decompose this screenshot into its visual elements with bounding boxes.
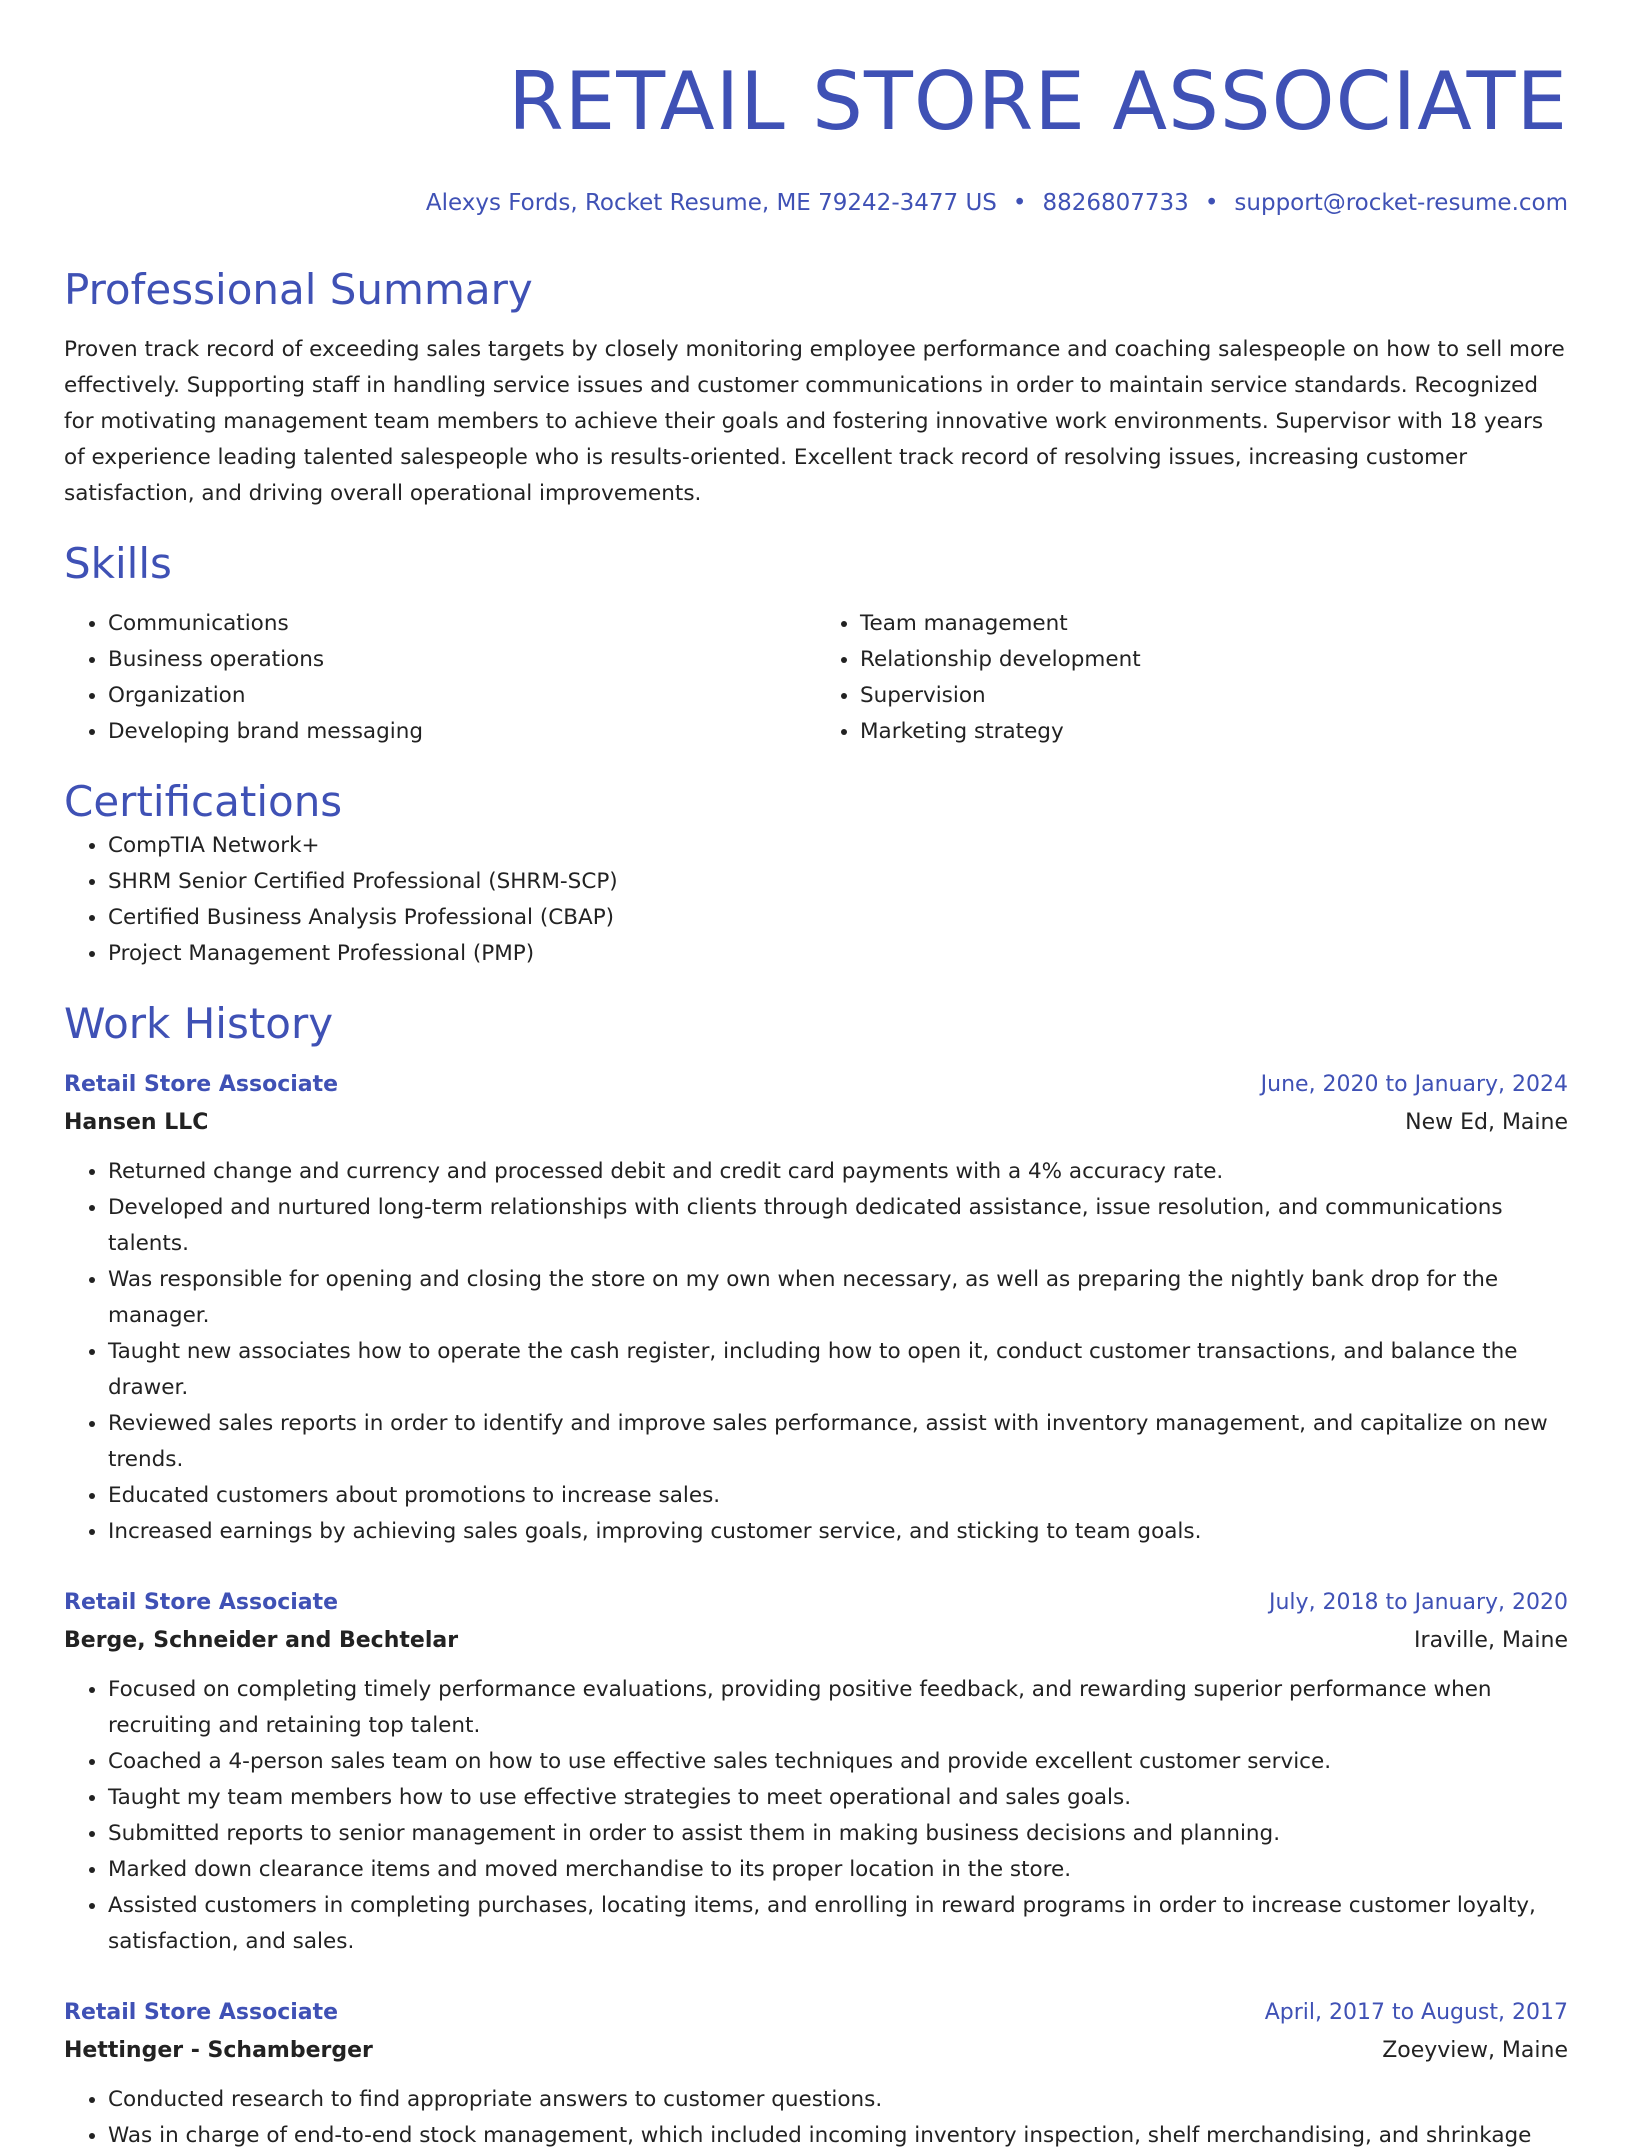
job-header-row (64, 1066, 1568, 1104)
certifications-heading: Certifications (64, 777, 343, 826)
job-header-row (64, 1584, 1568, 1622)
job-location: Zoeyview, Maine (1382, 2038, 1568, 2063)
job-bullet: • Reviewed sales reports in order to identify and improve sales performance, assist with inventory management, and capitalize on new trends. (108, 1406, 1568, 1478)
job-location: Iraville, Maine (1414, 1628, 1568, 1653)
contact-line (64, 188, 1568, 218)
job-bullets (64, 2082, 1568, 2154)
job-company-row (64, 2032, 1568, 2070)
job-bullet: • Educated customers about promotions to increase sales. (108, 1478, 1568, 1514)
job-bullet: • Taught my team members how to use effective strategies to meet operational and sales goals. (108, 1780, 1568, 1816)
job-dates: July, 2018 to January, 2020 (1269, 1590, 1568, 1615)
job-bullet: • Conducted research to find appropriate answers to customer questions. (108, 2082, 1568, 2118)
summary-heading: Professional Summary (64, 265, 533, 314)
contact-phone: 8826807733 (1042, 190, 1189, 216)
job-title: Retail Store Associate (64, 2000, 339, 2025)
certification-item: • Certified Business Analysis Professional (CBAP) (108, 900, 1568, 936)
skill-item: • Supervision (860, 678, 1568, 714)
work-history-heading: Work History (64, 999, 334, 1048)
job-dates: June, 2020 to January, 2024 (1260, 1072, 1568, 1097)
certification-item: • CompTIA Network+ (108, 828, 1568, 864)
job-company: Berge, Schneider and Bechtelar (64, 1628, 459, 1653)
job-location: New Ed, Maine (1405, 1110, 1568, 1135)
skills-heading: Skills (64, 539, 172, 588)
summary-text: Proven track record of exceeding sales targets by closely monitoring employee performance and coaching salespeople on how to sell more effectively. Supporting staff in handling service issues and customer communications in order to maintain service standards. Recognized for motivating management team members to achieve their goals and fostering innovative work environments. Supervisor with 18 years of experience leading talented salespeople who is results-oriented. Excellent track record of resolving issues, increasing customer satisfaction, and driving overall operational improvements. (64, 337, 1565, 506)
job-entry (64, 1066, 1568, 1550)
job-company: Hansen LLC (64, 1110, 209, 1135)
job-entry (64, 1584, 1568, 1960)
skill-item: • Marketing strategy (860, 714, 1568, 750)
job-title: Retail Store Associate (64, 1590, 339, 1615)
skill-item: • Communications (108, 606, 816, 642)
job-company-row (64, 1104, 1568, 1142)
job-bullet: • Developed and nurtured long-term relationships with clients through dedicated assistance, issue resolution, and communications talents. (108, 1190, 1568, 1262)
job-bullets (64, 1672, 1568, 1960)
contact-separator: • (1012, 190, 1027, 216)
job-bullet: • Focused on completing timely performance evaluations, providing positive feedback, and rewarding superior performance when recruiting and retaining top talent. (108, 1672, 1568, 1744)
job-bullet: • Was in charge of end-to-end stock management, which included incoming inventory inspection, shelf merchandising, and shrinkage (108, 2118, 1568, 2154)
job-bullet: • Submitted reports to senior management in order to assist them in making business decisions and planning. (108, 1816, 1568, 1852)
skill-item: • Organization (108, 678, 816, 714)
skills-grid (64, 606, 1568, 750)
job-bullet: • Taught new associates how to operate the cash register, including how to open it, conduct customer transactions, and balance the drawer. (108, 1334, 1568, 1406)
job-title: Retail Store Associate (64, 1072, 339, 1097)
job-bullet: • Increased earnings by achieving sales goals, improving customer service, and sticking to team goals. (108, 1514, 1568, 1550)
job-company-row (64, 1622, 1568, 1660)
skill-item: • Business operations (108, 642, 816, 678)
certification-item: • Project Management Professional (PMP) (108, 936, 1568, 972)
job-bullets (64, 1154, 1568, 1550)
job-bullet: • Was responsible for opening and closing the store on my own when necessary, as well as preparing the nightly bank drop for the manager. (108, 1262, 1568, 1334)
job-bullet: • Marked down clearance items and moved merchandise to its proper location in the store. (108, 1852, 1568, 1888)
contact-address: Alexys Fords, Rocket Resume, ME 79242-3477 US (425, 190, 997, 216)
job-entry (64, 1994, 1568, 2154)
job-company: Hettinger - Schamberger (64, 2038, 373, 2063)
job-bullet: • Assisted customers in completing purchases, locating items, and enrolling in reward programs in order to increase customer loyalty, satisfaction, and sales. (108, 1888, 1568, 1960)
skills-list-left (64, 606, 816, 750)
page-title: RETAIL STORE ASSOCIATE (508, 55, 1568, 148)
certification-item: • SHRM Senior Certified Professional (SHRM-SCP) (108, 864, 1568, 900)
skills-list-right (816, 606, 1568, 750)
skill-item: • Developing brand messaging (108, 714, 816, 750)
contact-separator: • (1204, 190, 1219, 216)
job-bullet: • Coached a 4-person sales team on how to use effective sales techniques and provide excellent customer service. (108, 1744, 1568, 1780)
certifications-list (64, 828, 1568, 972)
skill-item: • Relationship development (860, 642, 1568, 678)
contact-email[interactable]: support@rocket-resume.com (1234, 190, 1568, 216)
skill-item: • Team management (860, 606, 1568, 642)
job-bullet: • Returned change and currency and processed debit and credit card payments with a 4% accuracy rate. (108, 1154, 1568, 1190)
job-dates: April, 2017 to August, 2017 (1264, 2000, 1568, 2025)
job-header-row (64, 1994, 1568, 2032)
